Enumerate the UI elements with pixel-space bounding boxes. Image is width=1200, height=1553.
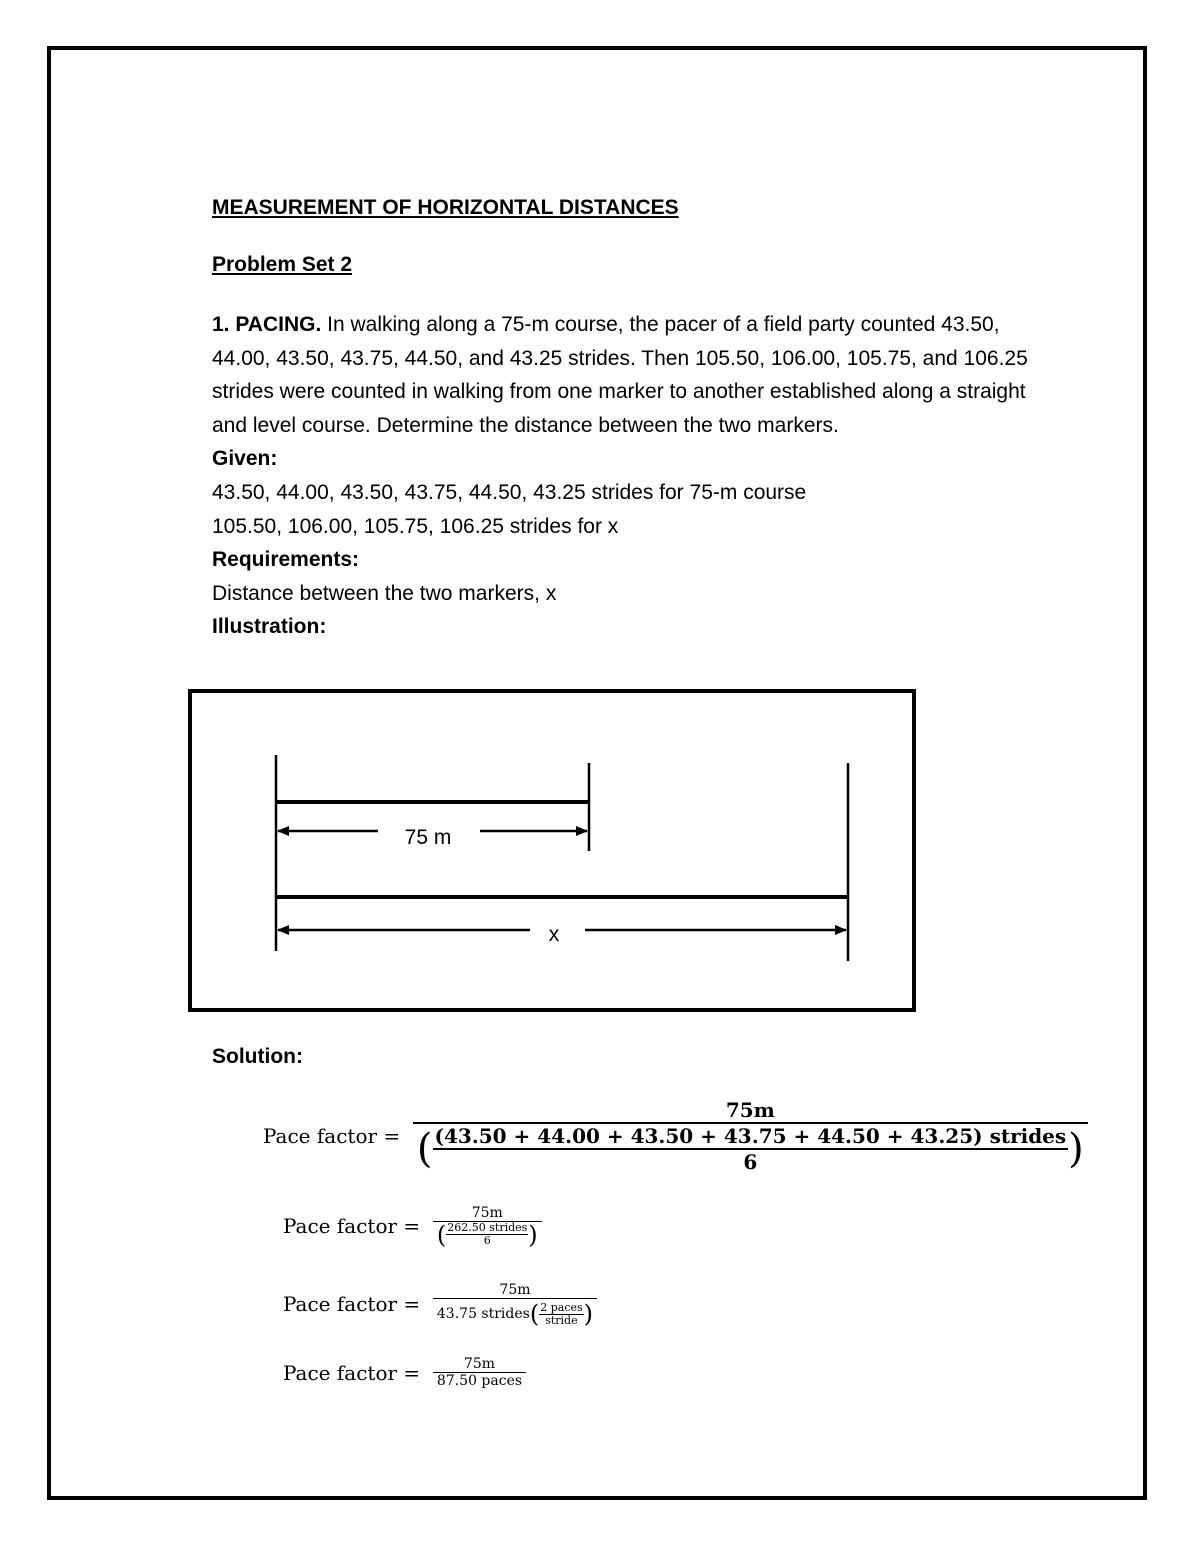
equation-4-numerator: 75m [463,1356,496,1372]
equation-1-inner-fraction [433,1124,1069,1174]
equation-1-lhs: Pace factor = [263,1124,401,1148]
equation-2 [283,1205,542,1248]
equation-2-inner-numerator: 262.50 strides [447,1221,528,1234]
equation-3-denominator [433,1298,597,1327]
equation-4-fraction [433,1356,526,1389]
problem-set-title: Problem Set 2 [212,253,353,276]
requirements-line-1: Distance between the two markers, x [212,581,557,605]
equation-2-inner-fraction [446,1222,528,1247]
equation-2-open-paren: ( [436,1220,447,1249]
equation-3-open-paren: ( [529,1300,540,1328]
equation-3-numerator: 75m [499,1282,531,1298]
equation-3-denominator-prefix: 43.75 strides [436,1306,530,1322]
problem-title: 1. PACING. [212,313,322,336]
equation-3-close-paren: ) [583,1300,594,1328]
equation-4-denominator: 87.50 paces [433,1372,526,1389]
equation-1-open-paren: ( [416,1126,433,1172]
document-content [212,195,1062,644]
equation-2-lhs: Pace factor = [283,1214,421,1239]
document-heading: MEASUREMENT OF HORIZONTAL DISTANCES [212,196,679,219]
equation-3 [283,1282,597,1327]
equation-1 [263,1098,1088,1174]
illustration-label: Illustration: [212,615,327,639]
equation-1-fraction [413,1098,1088,1174]
equation-3-inner-denominator: stride [545,1313,578,1327]
equation-3-fraction [433,1282,597,1327]
equation-1-inner-denominator: 6 [743,1150,758,1174]
equation-1-denominator [413,1122,1088,1174]
equation-1-inner-numerator: (43.50 + 44.00 + 43.50 + 43.75 + 44.50 + 43.25) strides [434,1124,1067,1148]
equation-1-numerator: 75m [725,1098,775,1122]
problem-statement [212,308,1062,442]
equation-3-inner-fraction [539,1302,583,1327]
given-line-1: 43.50, 44.00, 43.50, 43.75, 44.50, 43.25 strides for 75-m course [212,480,807,504]
requirements-label: Requirements: [212,548,360,572]
equation-2-denominator [433,1221,542,1248]
equation-2-close-paren: ) [528,1220,538,1249]
given-label: Given: [212,447,278,471]
equation-2-inner-denominator: 6 [483,1234,491,1247]
illustration-box [188,689,916,1012]
label-x: x [548,923,560,946]
solution-label: Solution: [212,1045,303,1068]
illustration-diagram [192,693,912,1008]
equation-4 [283,1356,526,1389]
given-line-2: 105.50, 106.00, 105.75, 106.25 strides for x [212,514,619,538]
equation-2-numerator: 75m [471,1205,503,1221]
equation-3-lhs: Pace factor = [283,1292,421,1317]
equation-2-fraction [433,1205,542,1248]
equation-3-inner-numerator: 2 paces [540,1300,583,1314]
label-75m: 75 m [404,826,452,849]
problem-text: In walking along a 75-m course, the pacer of a field party counted 43.50, 44.00, 43.50, 43.75, 44.50, and 43.25 strides. Then 105.50, 106.00, 105.75, and 106.25 strides were counted in walking from one marker to another established along a straight and level course. Determine the distance between the two markers. [212,313,1028,437]
equation-1-close-paren: ) [1068,1126,1084,1172]
equation-4-lhs: Pace factor = [283,1360,421,1385]
